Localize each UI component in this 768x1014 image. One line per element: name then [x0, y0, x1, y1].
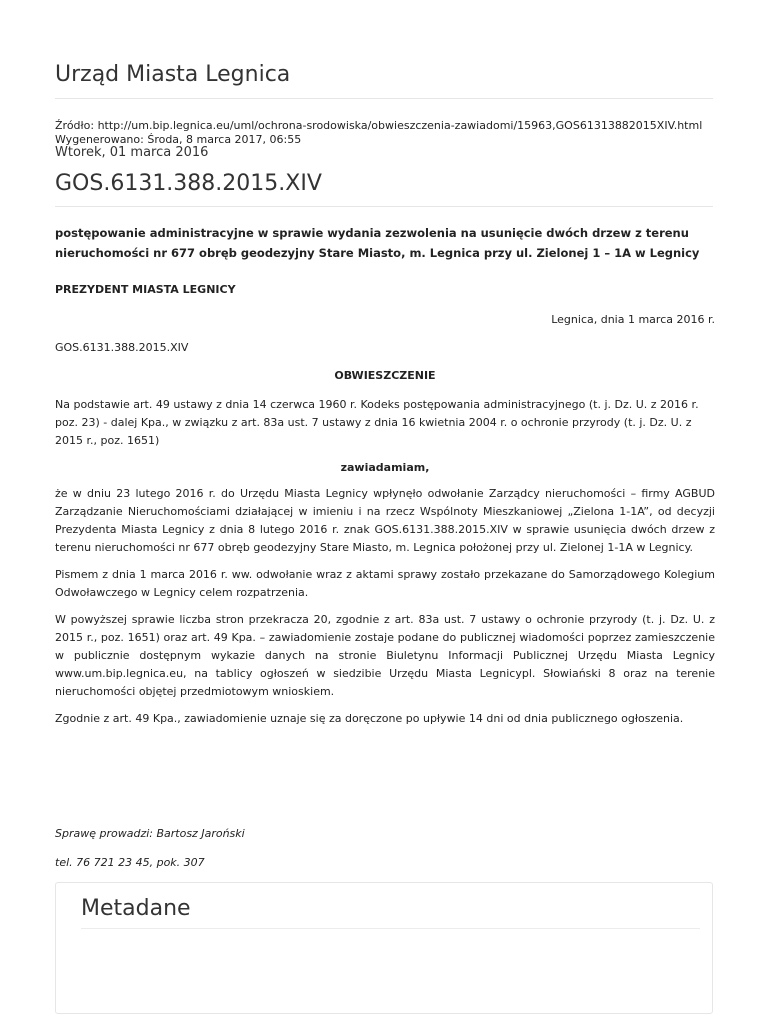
contact-phone: tel. 76 721 23 45, pok. 307 — [55, 856, 205, 869]
metadata-divider — [81, 928, 700, 929]
contact-person: Sprawę prowadzi: Bartosz Jaroński — [55, 827, 245, 840]
document-title: GOS.6131.388.2015.XIV — [55, 171, 322, 196]
site-title: Urząd Miasta Legnica — [55, 62, 291, 87]
publication-date: Wtorek, 01 marca 2016 — [55, 145, 209, 160]
legal-basis-paragraph: Na podstawie art. 49 ustawy z dnia 14 czerwca 1960 r. Kodeks postępowania administracyjnego (t. j. Dz. U. z 2016 r. poz. 23) - dalej Kpa., w związku z art. 83a ust. 7 ustawy z dnia 16 kwietnia 2004 r. o ochronie przyrody (t. j. Dz. U. z 2015 r., poz. 1651) — [55, 398, 699, 447]
paragraph-transfer: Pismem z dnia 1 marca 2016 r. ww. odwołanie wraz z aktami sprawy zostało przekazane do Samorządowego Kolegium Odwoławczego w Legnicy celem rozpatrzenia. — [55, 568, 715, 599]
source-url-text: Źródło: http://um.bip.legnica.eu/uml/ochrona-srodowiska/obwieszczenia-zawiadomi/15963,GOS61313882015XIV.html — [55, 119, 703, 132]
metadata-panel — [55, 882, 713, 1014]
case-number: GOS.6131.388.2015.XIV — [55, 341, 189, 354]
generated-date-text: Wygenerowano: Środa, 8 marca 2017, 06:55 — [55, 133, 302, 146]
document-subject: postępowanie administracyjne w sprawie wydania zezwolenia na usunięcie dwóch drzew z terenu nieruchomości nr 677 obręb geodezyjny Stare Miasto, m. Legnica przy ul. Zielonej 1 – 1A w Legnicy — [55, 226, 700, 260]
issuing-authority: PREZYDENT MIASTA LEGNICY — [55, 283, 236, 296]
metadata-heading: Metadane — [81, 896, 191, 921]
header-divider — [55, 98, 713, 99]
paragraph-delivery: Zgodnie z art. 49 Kpa., zawiadomienie uznaje się za doręczone po upływie 14 dni od dnia publicznego ogłoszenia. — [55, 712, 684, 725]
place-and-date: Legnica, dnia 1 marca 2016 r. — [551, 313, 715, 326]
paragraph-publication: W powyższej sprawie liczba stron przekracza 20, zgodnie z art. 83a ust. 7 ustawy o ochronie przyrody (t. j. Dz. U. z 2015 r., poz. 1651) oraz art. 49 Kpa. – zawiadomienie zostaje podane do publicznej wiadomości poprzez zamieszczenie w publicznie dostępnym wykazie danych na stronie Biuletynu Informacji Publicznej Urzędu Miasta Legnicy www.um.bip.legnica.eu, na tablicy ogłoszeń w siedzibie Urzędu Miasta Legnicypl. Słowiański 8 oraz na terenie nieruchomości objętej przedmiotowym wnioskiem. — [55, 613, 715, 698]
notice-heading: OBWIESZCZENIE — [334, 369, 436, 382]
notify-word: zawiadamiam, — [340, 461, 430, 474]
paragraph-appeal-received: że w dniu 23 lutego 2016 r. do Urzędu Miasta Legnicy wpłynęło odwołanie Zarządcy nieruchomości – firmy AGBUD Zarządzanie Nieruchomościami działającej w imieniu i na rzecz Wspólnoty Mieszkaniowej „Zielona 1-1A”, od decyzji Prezydenta Miasta Legnicy z dnia 8 lutego 2016 r. znak GOS.6131.388.2015.XIV w sprawie usunięcia dwóch drzew z terenu nieruchomości nr 677 obręb geodezyjny Stare Miasto, m. Legnica położonej przy ul. Zielonej 1-1A w Legnicy. — [55, 487, 715, 554]
title-divider — [55, 206, 713, 207]
